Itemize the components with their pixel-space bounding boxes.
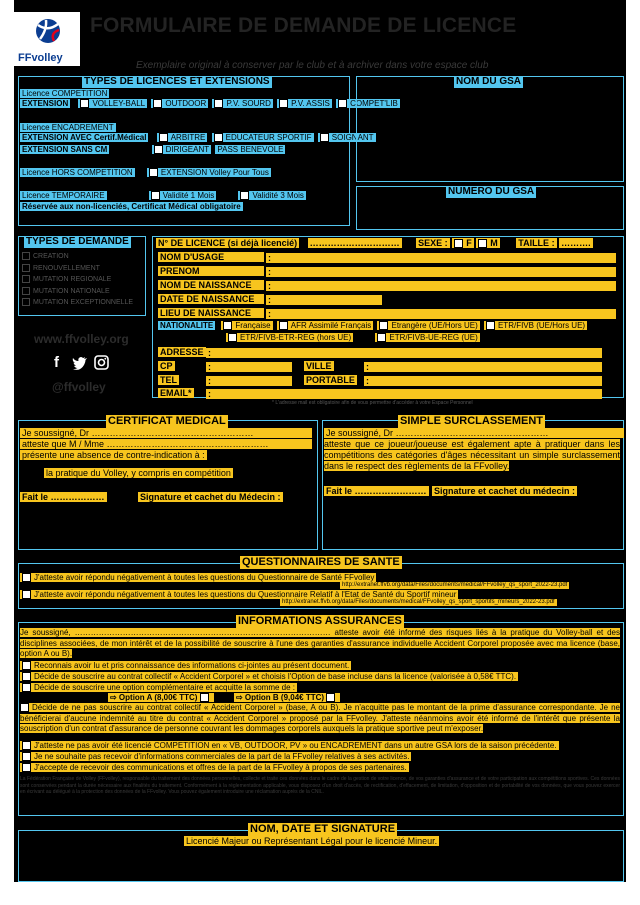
nom-naissance-input[interactable]: : [266,281,616,291]
ville-label: VILLE [306,361,332,371]
assurance-opt-3[interactable]: Décide de souscrire une option complémentaire et acquitte la somme de : [20,683,297,692]
sexe-f[interactable]: F [452,238,474,248]
cp-label: CP [160,361,173,371]
nom-usage-label: NOM D'USAGE [158,252,264,262]
licence-no-row [156,238,593,248]
temporaire-row [20,191,306,200]
nat-etr-fivb-ue-reg[interactable]: ETR/FIVB-UE-REG (UE) [375,333,479,342]
certificat-heading: CERTIFICAT MEDICAL [108,415,226,427]
taille-input[interactable]: ………. [561,238,591,248]
surclassement-fait-le[interactable]: Fait le …………………… [326,486,427,496]
questionnaire-item-2[interactable]: J'atteste avoir répondu négativement à toutes les questions du Questionnaire Relatif à l'Etat de Santé du Sportif mineur [20,590,458,599]
email-input[interactable]: : [206,389,602,399]
certificat-line3: présente une absence de contre-indication à : [22,450,205,460]
prenom-input[interactable]: : [266,267,616,277]
competition-label: Licence COMPETITION [22,89,108,98]
extension-label: EXTENSION [22,99,69,108]
encadrement-label: Licence ENCADREMENT [22,123,114,132]
surclassement-signature: Signature et cachet du médecin : [434,486,576,496]
sexe-m[interactable]: M [476,238,500,248]
demande-options [22,251,133,309]
date-naissance-label: DATE DE NAISSANCE [158,294,264,304]
demande-mutation-nationale[interactable]: MUTATION NATIONALE [22,286,133,298]
demande-mutation-exceptionnelle[interactable]: MUTATION EXCEPTIONNELLE [22,297,133,309]
attestation-2[interactable]: Je ne souhaite pas recevoir d'informations commerciales de la part de la FFvolley relatives à ses activités. [20,752,411,761]
questionnaires-heading: QUESTIONNAIRES DE SANTE [242,556,400,568]
tel-label: TEL [160,375,177,385]
certificat-line2[interactable]: atteste que M / Mme ……………………………………………… [20,439,312,449]
assurance-opt-2[interactable]: Décide de souscrire au contrat collectif « Accident Corporel » et choisis l'Option de base incluse dans la licence (valorisée à 0,58€ TTC). [20,672,518,681]
opt-outdoor[interactable]: OUTDOOR [151,99,208,108]
opt-validite-1[interactable]: Validité 1 Mois [149,191,216,200]
taille-label: TAILLE : [518,238,555,248]
certificat-fait-le[interactable]: Fait le ……………… [22,492,105,502]
nat-afr[interactable]: AFR Assimilé Français [277,321,373,330]
hors-row [20,168,271,177]
licence-no-input[interactable]: ………………………… [309,238,400,248]
nom-naissance-label: NOM DE NAISSANCE [158,280,264,290]
ext-avec-cm: EXTENSION AVEC Certif.Médical [22,133,147,142]
attestation-3[interactable]: J'accepte de recevoir des communications et offres de la part de la FFvolley à propos de ses partenaires. [20,763,409,772]
social-icons [44,354,124,374]
opt-arbitre[interactable]: ARBITRE [157,133,208,142]
attestation-1[interactable]: J'atteste ne pas avoir été licencié COMPETITION en « VB, OUTDOOR, PV » ou ENCADREMENT dans un autre GSA lors de la saison précédente. [20,741,559,750]
website-link[interactable]: www.ffvolley.org [34,332,129,346]
licence-no-label: N° DE LICENCE (si déjà licencié) [158,238,298,248]
numero-gsa-label: NUMERO DU GSA [448,186,535,197]
assurances-heading: INFORMATIONS ASSURANCES [238,615,402,627]
opt-pv-assis[interactable]: P.V. ASSIS [277,99,332,108]
nat-etr-fivb[interactable]: ETR/FIVB (UE/Hors UE) [484,321,587,330]
twitter-icon[interactable] [72,356,88,370]
nat-etrangere[interactable]: Etrangère (UE/Hors UE) [377,321,479,330]
rgpd-text: La Fédération Française de Volley (FFvolley), responsable du traitement des données personnelles, collecte et traite ces données dans le cadre de la gestion de votre licence, de vos garanties d'assurance et de votre participation aux compétitions sportives. Ces données sont conservées pendant la durée nécessaire aux finalités du traitement. Conformément à la réglementation applicable, vous disposez d'un droit d'accès, de rectification, d'effacement, de limitation, d'opposition et de portabilité de vos données, que vous pouvez exercer en écrivant au délégué à la protection des données de la FFvolley. Vous pouvez également introduire une réclamation auprès de la CNIL. [20,776,620,795]
portable-input[interactable]: : [364,376,602,386]
date-naissance-input[interactable]: : [266,295,382,305]
nom-gsa-box[interactable] [356,76,624,182]
temporaire-label: Licence TEMPORAIRE [22,191,105,200]
nat-francaise[interactable]: Française [221,321,272,330]
questionnaire-item-1[interactable]: J'atteste avoir répondu négativement à toutes les questions du Questionnaire de Santé FFvolley [20,573,376,582]
opt-dirigeant[interactable]: DIRIGEANT [152,145,212,154]
prenom-label: PRENOM [158,266,264,276]
email-label: EMAIL* [160,388,192,398]
certificat-line4: la pratique du Volley, y compris en compétition [46,468,231,478]
portable-label: PORTABLE [306,375,355,385]
opt-competlib[interactable]: COMPET'LIB [336,99,400,108]
assurance-option-b[interactable]: ⇨ Option B (9,04€ TTC) [234,693,340,702]
questionnaire-url-1[interactable]: http://extranet.ffvb.org/data/Files/documents/medical/FFvolley_qs_sport_2022-23.pdf [342,582,568,588]
opt-pass-benevole[interactable]: PASS BENEVOLE [217,145,284,154]
opt-validite-3[interactable]: Validité 3 Mois [238,191,305,200]
volleyball-icon [14,12,80,52]
demande-mutation-regionale[interactable]: MUTATION REGIONALE [22,274,133,286]
ville-input[interactable]: : [364,362,602,372]
ffvolley-logo [14,12,80,66]
facebook-icon[interactable]: f [54,354,59,371]
certificat-signature: Signature et cachet du Médecin : [140,492,281,502]
nationalite-row-1 [158,321,587,330]
signature-heading: NOM, DATE ET SIGNATURE [250,823,396,835]
certificat-line1[interactable]: Je soussigné, Dr ……………………………………………… [20,428,312,438]
logo-text: FFvolley [18,52,63,64]
demande-heading: TYPES DE DEMANDE [26,236,129,247]
tel-input[interactable]: : [206,376,292,386]
nom-gsa-label: NOM DU GSA [456,76,521,87]
opt-educateur[interactable]: EDUCATEUR SPORTIF [212,133,314,142]
social-handle: @ffvolley [52,380,106,394]
ext-sans-cm: EXTENSION SANS CM [22,145,108,154]
assurance-option-a[interactable]: ⇨ Option A (8,00€ TTC) [108,693,214,702]
opt-pv-sourd[interactable]: P.V. SOURD [212,99,272,108]
lieu-naissance-label: LIEU DE NAISSANCE [158,308,264,318]
questionnaire-url-2[interactable]: http://extranet.ffvb.org/data/Files/documents/medical/FFvolley_qs_sport_sportifs_mineurs_2022-23.pdf [282,599,555,605]
nom-usage-input[interactable]: : [266,253,616,263]
page-title: FORMULAIRE DE DEMANDE DE LICENCE [90,14,517,37]
encadrement-row-b [20,145,285,154]
signature-sub: Licencié Majeur ou Représentant Légal pour le licencié Mineur. [186,836,438,846]
cp-input[interactable]: : [206,362,292,372]
encadrement-row-a [20,133,376,142]
licence-types-heading: TYPES DE LICENCES ET EXTENSIONS [84,76,270,87]
competition-row [20,99,400,108]
assurance-opt-1[interactable]: Reconnais avoir lu et pris connaissance des informations ci-jointes au présent document. [20,661,351,670]
instagram-icon[interactable] [94,355,109,370]
assurance-opt-4[interactable]: Décide de ne pas souscrire au contrat collectif « Accident Corporel » (base, A ou B). Je n'acquitte pas le montant de la prime d'assurance correspondante. Je ne bénéficierai d'aucune indemnité au titre du contrat « Accident Corporel » proposé par la FFvolley. J'atteste néanmoins avoir été informé de l'intérêt que présente la souscription d'un contrat d'assurance de personne couvrant les dommages corporels auxquels la pratique sportive peut m'exposer. [20,703,620,733]
nat-etr-fivb-etr-reg[interactable]: ETR/FIVB-ETR-REG (hors UE) [226,333,353,342]
adresse-input[interactable]: : [206,348,602,358]
opt-soignant[interactable]: SOIGNANT [318,133,376,142]
surclassement-line1[interactable]: Je soussigné, Dr …………………………………………… [324,428,624,438]
temporaire-note: Réservée aux non-licenciés, Certificat Médical obligatoire [22,202,241,211]
sexe-label: SEXE : [418,238,448,248]
lieu-naissance-input[interactable]: : [266,309,616,319]
adresse-label: ADRESSE [160,347,204,357]
assurances-intro: Je soussigné, …………………………………………………………………………………… atteste avoir été informé des risques liés à la pratique du Volley-ball et des disciplines associées, de mon intérêt et de la possibilité de souscrire à l'une des garanties d'assurance individuelle Accident Corporel proposée avec ma licence (base, option A ou B). [20,628,620,658]
demande-renouvellement[interactable]: RENOUVELLEMENT [22,263,133,275]
hors-label: Licence HORS COMPETITION [22,168,133,177]
page-subtitle: Exemplaire original à conserver par le club et à archiver dans votre espace club [136,60,489,71]
demande-creation[interactable]: CREATION [22,251,133,263]
opt-volleyball[interactable]: VOLLEY-BALL [78,99,147,108]
surclassement-text: atteste que ce joueur/joueuse est également apte à pratiquer dans les compétitions des catégories d'âges nécessitant un simple surclassement dans le respect des règlements de la FFvolley. [324,439,620,471]
email-note: * L'adresse mail est obligatoire afin de vous permettre d'accéder à votre Espace Personnel [272,400,473,406]
opt-volley-pour-tous[interactable]: EXTENSION Volley Pour Tous [147,168,271,177]
nationalite-label: NATIONALITE [160,321,214,330]
surclassement-heading: SIMPLE SURCLASSEMENT [400,415,544,427]
nationalite-row-2 [226,333,480,342]
